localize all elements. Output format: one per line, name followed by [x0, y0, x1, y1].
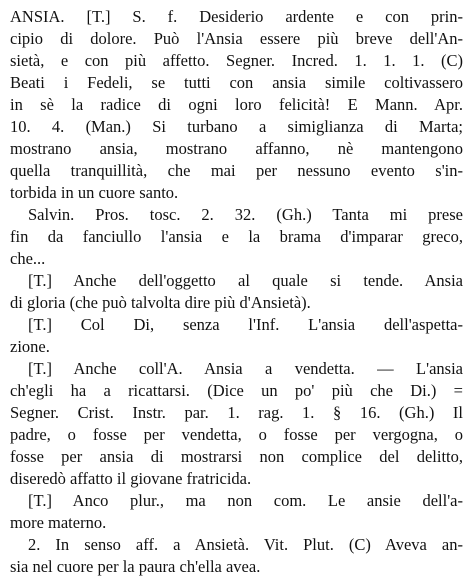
text-line: zione. [10, 337, 50, 356]
text-line: che... [10, 249, 46, 268]
text-line: [T.] Anche coll'A. Ansia a vendetta. — L'ansia [28, 359, 463, 378]
text-line: ch'egli ha a ricattarsi. (Dice un po' più che Di.) = [10, 381, 463, 400]
text-line: sia nel cuore per la paura ch'ella avea. [10, 557, 261, 576]
text-line: [T.] Col Di, senza l'Inf. L'ansia dell'aspetta- [28, 315, 463, 334]
text-line: Beati i Fedeli, se tutti con ansia simile coltivassero [10, 73, 463, 92]
text-line: fin da fanciullo l'ansia e la brama d'imparar greco, [10, 227, 463, 246]
text-line: cipio di dolore. Può l'Ansia essere più breve dell'An- [10, 29, 463, 48]
text-line: di gloria (che può talvolta dire più d'Ansietà). [10, 293, 311, 312]
text-line: sietà, e con più affetto. Segner. Incred. 1. 1. 1. (C) [10, 51, 463, 70]
text-line: Segner. Crist. Instr. par. 1. rag. 1. § 16. (Gh.) Il [10, 403, 463, 422]
text-line: more materno. [10, 513, 107, 532]
text-line: [T.] Anche dell'oggetto al quale si tende. Ansia [28, 271, 463, 290]
text-line: fosse per ansia di mostrarsi non complice del delitto, [10, 447, 463, 466]
text-line: quella tranquillità, che mai per nessuno evento s'in- [10, 161, 463, 180]
text-line: in sè la radice di ogni loro felicità! E Mann. Apr. [10, 95, 463, 114]
text-line: torbida in un cuore santo. [10, 183, 179, 202]
text-line: [T.] Anco plur., ma non com. Le ansie dell'a- [28, 491, 463, 510]
text-line: Salvin. Pros. tosc. 2. 32. (Gh.) Tanta mi prese [28, 205, 463, 224]
text-line: padre, o fosse per vendetta, o fosse per vergogna, o [10, 425, 463, 444]
text-line: 2. In senso aff. a Ansietà. Vit. Plut. (C) Aveva an- [28, 535, 463, 554]
text-line: mostrano ansia, mostrano affanno, nè mantengono [10, 139, 463, 158]
text-line: diseredò affatto il giovane fratricida. [10, 469, 252, 488]
text-line: 10. 4. (Man.) Si turbano a simiglianza di Marta; [10, 117, 463, 136]
text-line: ANSIA. [T.] S. f. Desiderio ardente e con prin- [10, 7, 463, 26]
